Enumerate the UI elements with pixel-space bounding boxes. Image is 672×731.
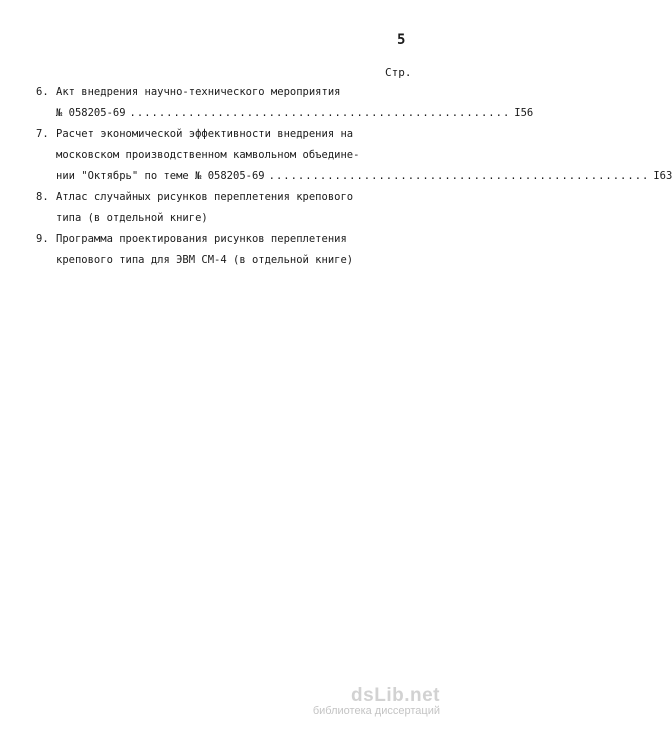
entry-line: № 058205-69	[56, 107, 126, 119]
table-of-contents	[36, 82, 672, 271]
page-number: 5	[397, 32, 406, 48]
dot-leader: ....................................................	[268, 170, 650, 182]
entry-line-with-leader	[36, 103, 534, 124]
page-column-header: Стр.	[385, 66, 412, 79]
entry-line: Программа проектирования рисунков переплетения	[56, 233, 347, 245]
dot-leader: ....................................................	[129, 107, 511, 119]
toc-entry-9	[36, 229, 416, 271]
entry-line-with-leader	[36, 166, 672, 187]
entry-line: нии "Октябрь" по теме № 058205-69	[56, 170, 265, 182]
entry-number: 7.	[36, 128, 49, 140]
entry-line: Расчет экономической эффективности внедрения на	[56, 128, 354, 140]
toc-entry-8	[36, 187, 416, 229]
entry-page: I56	[514, 107, 534, 119]
toc-entry-6	[36, 82, 534, 124]
entry-number: 6.	[36, 86, 49, 98]
entry-number: 9.	[36, 233, 49, 245]
site-watermark	[313, 685, 440, 717]
watermark-logo: dsLib.net	[351, 685, 440, 706]
entry-line: Атлас случайных рисунков переплетения крепового	[56, 191, 354, 203]
watermark-subtitle: библиотека диссертаций	[312, 705, 440, 717]
entry-line: Акт внедрения научно-технического мероприятия	[56, 86, 341, 98]
entry-number: 8.	[36, 191, 49, 203]
entry-line: московском производственном камвольном объедине-	[56, 149, 360, 161]
entry-page: I63	[653, 170, 672, 182]
toc-entry-7	[36, 124, 672, 187]
entry-line: крепового типа для ЭВМ СМ-4 (в отдельной книге)	[56, 254, 354, 266]
entry-line: типа (в отдельной книге)	[56, 212, 208, 224]
